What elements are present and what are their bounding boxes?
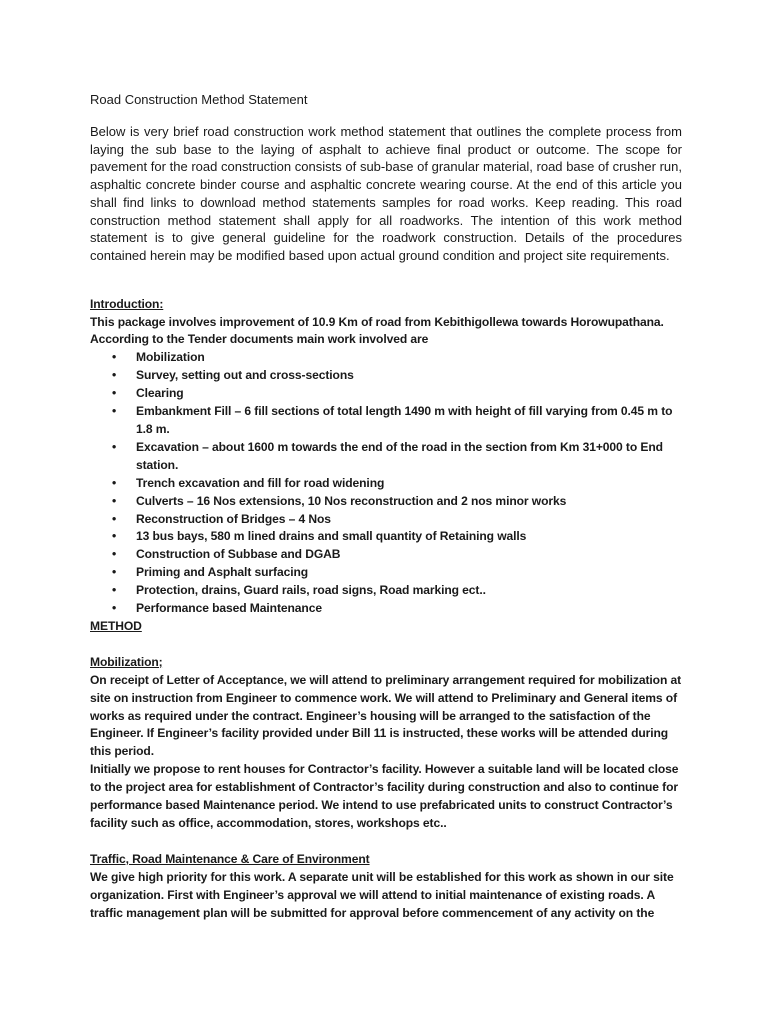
bullet-icon: •: [112, 368, 117, 383]
list-item-text: Survey, setting out and cross-sections: [136, 368, 354, 383]
list-item: [112, 493, 682, 511]
spacer: [90, 833, 682, 851]
list-item: [112, 475, 682, 493]
list-item-text: Reconstruction of Bridges – 4 Nos: [136, 511, 331, 526]
list-item: [112, 564, 682, 582]
introduction-line-1: This package involves improvement of 10.9 Km of road from Kebithigollewa towards Horowupathana.: [90, 314, 664, 329]
list-item: [112, 349, 682, 367]
introduction-heading: Introduction:: [90, 296, 164, 311]
list-item-text: 13 bus bays, 580 m lined drains and small quantity of Retaining walls: [136, 529, 527, 544]
list-item-text: Clearing: [136, 386, 184, 401]
list-item-text: Excavation – about 1600 m towards the end of the road in the section from Km 31+000 to End station.: [136, 439, 663, 472]
list-item: [112, 385, 682, 403]
mobilization-heading: Mobilization;: [90, 654, 163, 669]
list-item-text: Priming and Asphalt surfacing: [136, 565, 309, 580]
bullet-icon: •: [112, 493, 117, 508]
list-item-text: Protection, drains, Guard rails, road signs, Road marking ect..: [136, 583, 486, 598]
introduction-line-2: According to the Tender documents main work involved are: [90, 332, 429, 347]
list-item-text: Mobilization: [136, 350, 205, 365]
list-item: [112, 367, 682, 385]
list-item-text: Culverts – 16 Nos extensions, 10 Nos reconstruction and 2 nos minor works: [136, 493, 567, 508]
bullet-icon: •: [112, 565, 117, 580]
bullet-icon: •: [112, 386, 117, 401]
bullet-icon: •: [112, 601, 117, 616]
bullet-icon: •: [112, 475, 117, 490]
mobilization-paragraph-1: On receipt of Letter of Acceptance, we will attend to preliminary arrangement required for mobilization at site on instruction from Engineer to commence work. We will attend to Preliminary and General items of works as required under the contract. Engineer’s housing will be arranged to the satisfaction of the Engineer. If Engineer’s facility provided under Bill 11 is instructed, these works will be attended during this period.: [90, 672, 682, 759]
traffic-paragraph-1: We give high priority for this work. A separate unit will be established for this work as shown in our site organization. First with Engineer’s approval we will attend to initial maintenance of existing roads. A traffic management plan will be submitted for approval before commencement of any activity on the: [90, 869, 674, 920]
list-item-text: Embankment Fill – 6 fill sections of total length 1490 m with height of fill varying from 0.45 m to 1.8 m.: [136, 404, 673, 436]
bullet-icon: •: [112, 404, 117, 419]
list-item-text: Performance based Maintenance: [136, 601, 322, 616]
list-item-text: Trench excavation and fill for road widening: [136, 475, 385, 490]
bullet-icon: •: [112, 547, 117, 562]
method-heading: METHOD: [90, 618, 142, 633]
bullet-icon: •: [112, 439, 117, 454]
work-items-list: [90, 349, 682, 618]
intro-paragraph: Below is very brief road construction work method statement that outlines the complete process from laying the sub base to the laying of asphalt to achieve final product or outcome. The scope for pavement for the road construction consists of sub-base of granular material, road base of crusher run, asphaltic concrete binder course and asphaltic concrete wearing course. At the end of this article you shall find links to download method statements samples for road works. Keep reading. This road construction method statement shall apply for all roadworks. The intention of this work method statement is to give general guideline for the roadwork construction. Details of the procedures contained herein may be modified based upon actual ground condition and project site requirements.: [90, 124, 682, 263]
traffic-heading: Traffic, Road Maintenance & Care of Environment: [90, 851, 370, 866]
list-item-text: Construction of Subbase and DGAB: [136, 547, 341, 562]
bullet-icon: •: [112, 511, 117, 526]
document-body: [90, 296, 682, 923]
document-title: Road Construction Method Statement: [90, 92, 308, 107]
list-item: [112, 528, 682, 546]
list-item: [112, 600, 682, 618]
spacer: [90, 636, 682, 654]
list-item: [112, 439, 682, 475]
bullet-icon: •: [112, 350, 117, 365]
list-item: [112, 511, 682, 529]
list-item: [112, 403, 682, 439]
bullet-icon: •: [112, 529, 117, 544]
list-item: [112, 582, 682, 600]
mobilization-paragraph-2: Initially we propose to rent houses for Contractor’s facility. However a suitable land will be located close to the project area for establishment of Contractor’s facility during construction and also to continue for performance based Maintenance period. We intend to use prefabricated units to construct Contractor’s facility such as office, accommodation, stores, workshops etc..: [90, 762, 679, 830]
list-item: [112, 546, 682, 564]
bullet-icon: •: [112, 583, 117, 598]
